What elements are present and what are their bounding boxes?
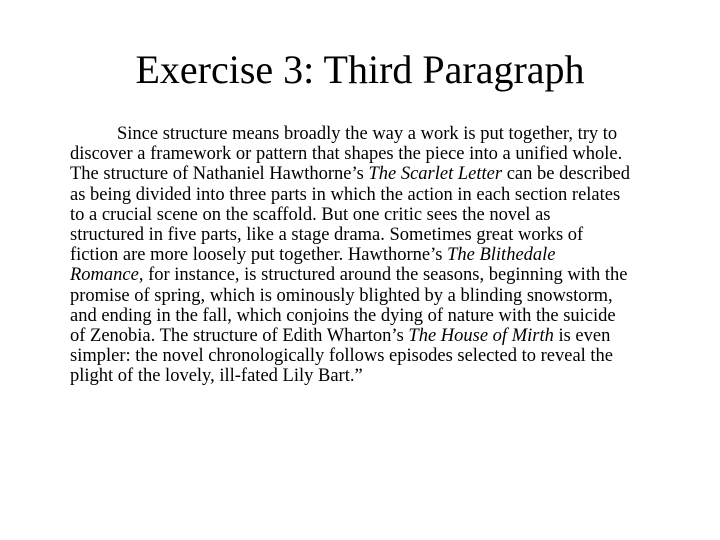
paragraph-line xyxy=(70,326,690,346)
paragraph-line xyxy=(70,225,690,245)
paragraph-text: can be described xyxy=(502,164,630,185)
body-paragraph xyxy=(70,124,690,387)
paragraph-text: discover a framework or pattern that shapes the piece into a unified whole. xyxy=(70,144,623,165)
paragraph-text: fiction are more loosely put together. Hawthorne’s xyxy=(70,245,448,266)
paragraph-text: The structure of Nathaniel Hawthorne’s xyxy=(70,164,369,185)
paragraph-line xyxy=(70,366,690,386)
paragraph-line xyxy=(70,164,690,184)
paragraph-line xyxy=(70,205,690,225)
paragraph-line xyxy=(70,346,690,366)
paragraph-text: promise of spring, which is ominously blighted by a blinding snowstorm, xyxy=(70,285,613,306)
paragraph-text: is even xyxy=(553,326,611,347)
paragraph-line xyxy=(70,286,690,306)
paragraph-text: and ending in the fall, which conjoins the dying of nature with the suicide xyxy=(70,305,616,326)
paragraph-text: simpler: the novel chronologically follows episodes selected to reveal the xyxy=(70,346,614,367)
book-title-text: The Scarlet Letter xyxy=(368,164,503,185)
paragraph-text: Since structure means broadly the way a work is put together, try to xyxy=(117,124,618,144)
paragraph-line xyxy=(70,265,690,285)
paragraph-text: , for instance, is structured around the seasons, beginning with the xyxy=(138,265,628,286)
paragraph-text: as being divided into three parts in which the action in each section relates xyxy=(70,184,621,205)
paragraph-text: structured in five parts, like a stage drama. Sometimes great works of xyxy=(70,225,584,246)
paragraph-text: plight of the lovely, ill-fated Lily Bart.” xyxy=(70,366,363,387)
paragraph-line xyxy=(70,185,690,205)
paragraph-line xyxy=(70,306,690,326)
book-title-text: The Blithedale xyxy=(447,245,556,266)
paragraph-line xyxy=(70,144,690,164)
paragraph-line xyxy=(70,124,690,144)
paragraph-text: to a crucial scene on the scaffold. But one critic sees the novel as xyxy=(70,204,551,225)
book-title-text: The House of Mirth xyxy=(408,326,554,347)
slide-title: Exercise 3: Third Paragraph xyxy=(135,47,585,92)
paragraph-line xyxy=(70,245,690,265)
paragraph-text: of Zenobia. The structure of Edith Wharton’s xyxy=(70,326,409,347)
book-title-text: Romance xyxy=(70,265,139,286)
